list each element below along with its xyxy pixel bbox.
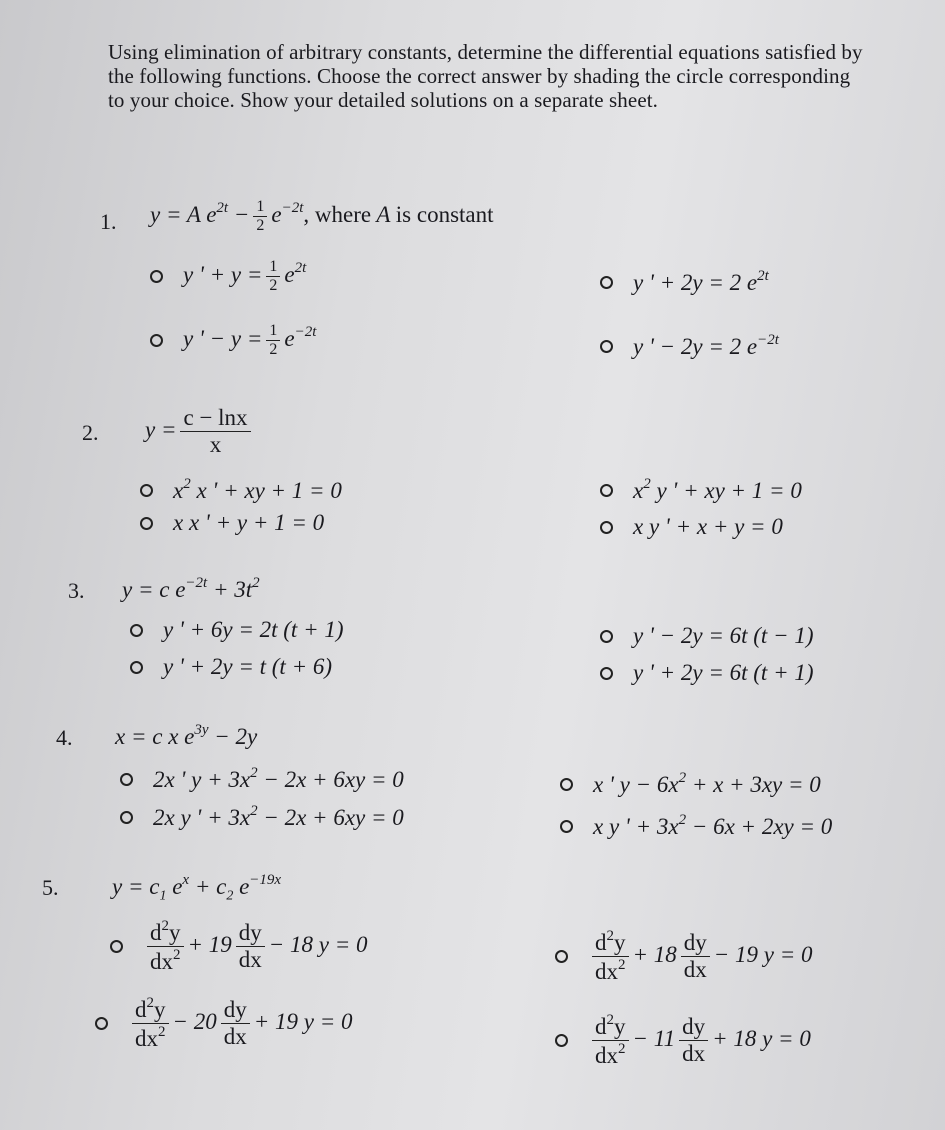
answer-bubble[interactable] (555, 950, 568, 963)
q3-option-c[interactable]: y ' + 2y = t (t + 6) (130, 654, 332, 680)
q4-option-c[interactable]: 2x y ' + $3x^2 - 2x + 6xy = 0$ (120, 803, 404, 831)
answer-bubble[interactable] (560, 820, 573, 833)
answer-bubble[interactable] (150, 334, 163, 347)
question-3-stem: y = c $e^{-2t} + 3t^2$ (122, 575, 260, 602)
answer-bubble[interactable] (130, 624, 143, 637)
answer-bubble[interactable] (130, 661, 143, 674)
answer-bubble[interactable] (555, 1034, 568, 1047)
answer-bubble[interactable] (150, 270, 163, 283)
answer-bubble[interactable] (600, 484, 613, 497)
question-5-number: 5. (42, 875, 59, 900)
q5-option-c[interactable]: $\frac{d^2y}{dx^2}$ − 20 $\frac{dy}{dx}$ + 19 y = 0 (95, 995, 353, 1053)
q4-option-a[interactable]: 2x ' $y + 3x^2 - 2x + 6xy = 0$ (120, 765, 404, 793)
answer-bubble[interactable] (600, 667, 613, 680)
q1-option-d[interactable]: y ' − 2y = 2 $e^{-2t}$ (600, 332, 779, 360)
question-2-stem: y = $\frac{c - \ln x}{x}$ (145, 405, 255, 459)
answer-bubble[interactable] (95, 1017, 108, 1030)
q1-option-c[interactable]: y ' − y = $\frac{1}{2}$ $e^{-2t}$ (150, 322, 316, 360)
q4-option-d[interactable]: x y ' + $3x^2 - 6x + 2xy = 0$ (560, 812, 832, 840)
answer-bubble[interactable] (600, 630, 613, 643)
question-3-number: 3. (68, 578, 85, 603)
q5-option-a[interactable]: $\frac{d^2y}{dx^2}$ + 19 $\frac{dy}{dx}$ − 18 y = 0 (110, 918, 368, 976)
q5-option-d[interactable]: $\frac{d^2y}{dx^2}$ − 11 $\frac{dy}{dx}$ + 18 y = 0 (555, 1012, 811, 1070)
answer-bubble[interactable] (600, 340, 613, 353)
q2-option-a[interactable]: $x^2$ x ' + xy + 1 = 0 (140, 476, 342, 504)
answer-bubble[interactable] (110, 940, 123, 953)
q2-option-c[interactable]: x x ' + y + 1 = 0 (140, 510, 324, 536)
q2-option-d[interactable]: x y ' + x + y = 0 (600, 514, 783, 540)
answer-bubble[interactable] (600, 521, 613, 534)
question-1-stem: y = A $e^{2t}$ − $\frac{1}{2}$ $e^{-2t}$, where A is constant (150, 198, 494, 235)
question-5-stem: $y = c_1$ $e^x + c_2$ $e^{-19x}$ (112, 872, 282, 904)
answer-bubble[interactable] (120, 811, 133, 824)
q3-option-d[interactable]: y ' + 2y = 6t (t + 1) (600, 660, 814, 686)
question-2-number: 2. (82, 420, 99, 445)
question-1-number: 1. (100, 209, 117, 234)
question-4-stem: x = c x $e^{3y} - 2y$ (115, 722, 258, 749)
q2-option-b[interactable]: $x^2$ y ' + xy + 1 = 0 (600, 476, 802, 504)
answer-bubble[interactable] (120, 773, 133, 786)
instructions-text: Using elimination of arbitrary constants, determine the differential equations satisfied by the following functions. Choose the correct answer by shading the circle corresponding to your choice. Show your detailed solutions on a separate sheet. (108, 40, 863, 112)
question-4-number: 4. (56, 725, 73, 750)
answer-bubble[interactable] (560, 778, 573, 791)
q4-option-b[interactable]: x ' $y - 6x^2 + x + 3xy = 0$ (560, 770, 821, 798)
q5-option-b[interactable]: $\frac{d^2y}{dx^2}$ + 18 $\frac{dy}{dx}$ − 19 y = 0 (555, 928, 813, 986)
q3-option-a[interactable]: y ' + 6y = 2t (t + 1) (130, 617, 344, 643)
answer-bubble[interactable] (600, 276, 613, 289)
answer-bubble[interactable] (140, 484, 153, 497)
q1-option-b[interactable]: y ' + 2y = 2 $e^{2t}$ (600, 268, 769, 296)
answer-bubble[interactable] (140, 517, 153, 530)
q1-option-a[interactable]: y ' + y = $\frac{1}{2}$ $e^{2t}$ (150, 258, 306, 296)
q3-option-b[interactable]: y ' − 2y = 6t (t − 1) (600, 623, 814, 649)
